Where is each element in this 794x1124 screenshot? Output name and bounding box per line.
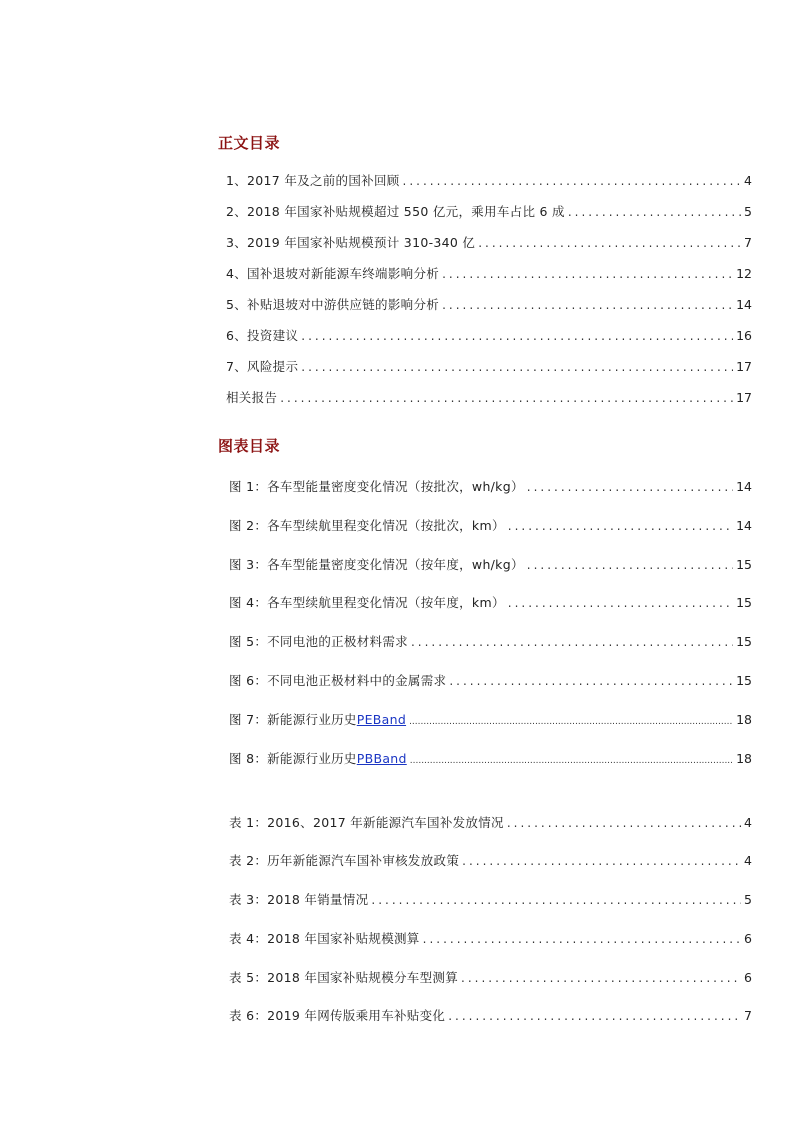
- figure-entry[interactable]: [229, 711, 752, 729]
- toc-entry-page: 4: [744, 173, 752, 188]
- toc-entry-label: 7、风险提示: [226, 359, 299, 374]
- leader-dots: [442, 265, 733, 283]
- peband-link[interactable]: PEBand: [356, 712, 407, 727]
- toc-entry[interactable]: [226, 172, 752, 190]
- figures-title: 图表目录: [218, 437, 281, 455]
- leader-dots: [301, 358, 733, 376]
- leader-dots: [568, 203, 741, 221]
- toc-entry[interactable]: [226, 234, 752, 252]
- figure-entry[interactable]: [229, 750, 752, 768]
- table-entry-label: 表 4：2018 年国家补贴规模测算: [229, 931, 420, 946]
- table-entry-page: 6: [744, 931, 752, 946]
- toc-entry-page: 16: [736, 328, 752, 343]
- table-entry[interactable]: [229, 852, 752, 870]
- figure-entry-page: 15: [736, 595, 752, 610]
- table-entry-page: 7: [744, 1008, 752, 1023]
- leader-dots: [478, 234, 741, 252]
- table-entry-page: 6: [744, 970, 752, 985]
- table-entry[interactable]: [229, 1007, 752, 1025]
- toc-entry-page: 17: [736, 390, 752, 405]
- toc-entry-label: 6、投资建议: [226, 328, 299, 343]
- table-entry-label: 表 5：2018 年国家补贴规模分车型测算: [229, 970, 459, 985]
- leader-dots: [527, 478, 733, 496]
- figure-entry-page: 18: [736, 712, 752, 727]
- figure-entry-page: 18: [736, 751, 752, 766]
- toc-entry[interactable]: [226, 203, 752, 221]
- figure-entry-label: [229, 711, 406, 729]
- figure-entry-label: 图 1：各车型能量密度变化情况（按批次，wh/kg）: [229, 479, 524, 494]
- table-entry-label: 表 2：历年新能源汽车国补审核发放政策: [229, 853, 460, 868]
- leader-dots: [462, 852, 741, 870]
- figure-entry-label: 图 2：各车型续航里程变化情况（按批次，km）: [229, 518, 505, 533]
- figure-entry-page: 15: [736, 673, 752, 688]
- leader-dots: [508, 517, 733, 535]
- figure-entry-page: 14: [736, 479, 752, 494]
- table-entry[interactable]: [229, 969, 752, 987]
- figure-entry[interactable]: [229, 672, 752, 690]
- table-entry-label: 表 1：2016、2017 年新能源汽车国补发放情况: [229, 815, 504, 830]
- table-entry-page: 4: [744, 815, 752, 830]
- toc-entry-label: 4、国补退坡对新能源车终端影响分析: [226, 266, 440, 281]
- leader-dots: [527, 556, 733, 574]
- toc-entry-page: 14: [736, 297, 752, 312]
- leader-dots: [423, 930, 741, 948]
- figure-entry[interactable]: [229, 478, 752, 496]
- table-entry-label: 表 6：2019 年网传版乘用车补贴变化: [229, 1008, 446, 1023]
- leader-dots: [448, 1007, 741, 1025]
- leader-dots: [442, 296, 733, 314]
- toc-entry-label: 3、2019 年国家补贴规模预计 310-340 亿: [226, 235, 476, 250]
- figure-entry-label: 图 3：各车型能量密度变化情况（按年度，wh/kg）: [229, 557, 524, 572]
- toc-entry-label: 相关报告: [226, 390, 278, 405]
- figure-entry-label: 图 5：不同电池的正极材料需求: [229, 634, 408, 649]
- figure-entry-label: 图 6：不同电池正极材料中的金属需求: [229, 673, 447, 688]
- toc-entry-label: 2、2018 年国家补贴规模超过 550 亿元，乘用车占比 6 成: [226, 204, 565, 219]
- toc-entry[interactable]: [226, 265, 752, 283]
- table-entry-label: 表 3：2018 年销量情况: [229, 892, 369, 907]
- leader-dots: [449, 672, 733, 690]
- figure-entry-label: 图 4：各车型续航里程变化情况（按年度，km）: [229, 595, 505, 610]
- toc-entry-label: 1、2017 年及之前的国补回顾: [226, 173, 400, 188]
- figure-entry[interactable]: [229, 594, 752, 612]
- leader-dots: [371, 891, 741, 909]
- toc-entry[interactable]: [226, 358, 752, 376]
- figure-entry-page: 15: [736, 634, 752, 649]
- figure-entry-text: 图 7：新能源行业历史: [229, 712, 357, 727]
- toc-entry-page: 5: [744, 204, 752, 219]
- toc-entry-page: 17: [736, 359, 752, 374]
- table-entry[interactable]: [229, 814, 752, 832]
- pbband-link[interactable]: PBBand: [356, 751, 407, 766]
- table-entry-page: 4: [744, 853, 752, 868]
- toc-title: 正文目录: [218, 134, 281, 152]
- figure-entry-label: [229, 750, 407, 768]
- toc-entry[interactable]: [226, 327, 752, 345]
- figure-entry-page: 15: [736, 557, 752, 572]
- table-entry[interactable]: [229, 891, 752, 909]
- leader-dots: [508, 594, 733, 612]
- figure-entry[interactable]: [229, 556, 752, 574]
- leader-dots: [507, 814, 741, 832]
- table-entry[interactable]: [229, 930, 752, 948]
- toc-entry-page: 7: [744, 235, 752, 250]
- leader-dots: [403, 172, 742, 190]
- leader-dots: [410, 752, 733, 770]
- leader-dots: [409, 713, 733, 731]
- leader-dots: [411, 633, 733, 651]
- toc-entry-label: 5、补贴退坡对中游供应链的影响分析: [226, 297, 440, 312]
- table-entry-page: 5: [744, 892, 752, 907]
- leader-dots: [461, 969, 741, 987]
- leader-dots: [301, 327, 733, 345]
- toc-entry-page: 12: [736, 266, 752, 281]
- toc-entry[interactable]: [226, 296, 752, 314]
- toc-entry[interactable]: [226, 389, 752, 407]
- leader-dots: [280, 389, 733, 407]
- figure-entry[interactable]: [229, 517, 752, 535]
- figure-entry-text: 图 8：新能源行业历史: [229, 751, 357, 766]
- figure-entry-page: 14: [736, 518, 752, 533]
- figure-entry[interactable]: [229, 633, 752, 651]
